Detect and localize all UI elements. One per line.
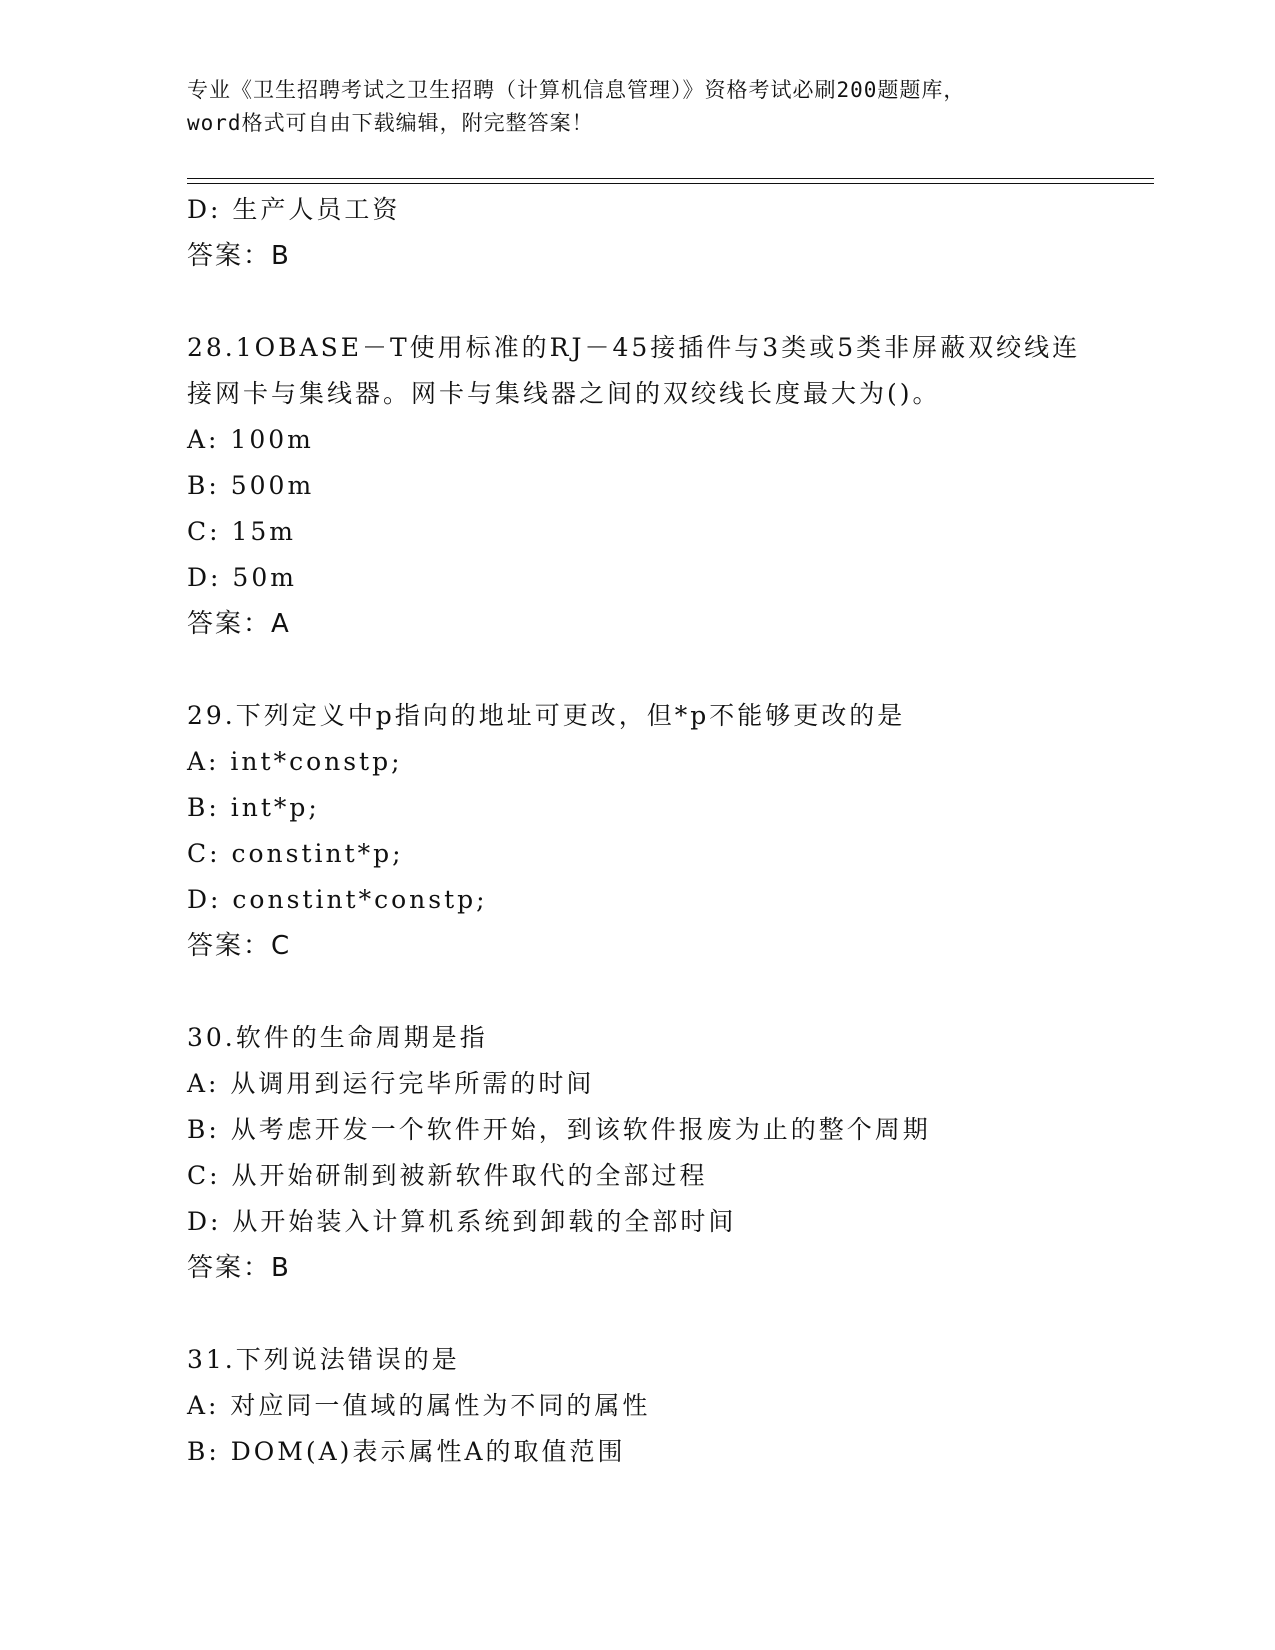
answer: 答案：A — [187, 609, 291, 639]
question-content — [187, 187, 1137, 1475]
option-b: B: DOM(A)表示属性A的取值范围 — [187, 1437, 626, 1466]
option-d: D: 从开始装入计算机系统到卸载的全部时间 — [187, 1207, 737, 1236]
question-stem: 30.软件的生命周期是指 — [187, 1023, 488, 1052]
header-rule-bottom — [187, 183, 1154, 184]
prev-answer: 答案：B — [187, 241, 291, 271]
question-stem: 28.1OBASE－T使用标准的RJ－45接插件与3类或5类非屏蔽双绞线连 — [187, 333, 1081, 362]
option-c: C: 15m — [187, 517, 297, 546]
option-b: B: int*p; — [187, 793, 320, 822]
question-28 — [187, 325, 1137, 647]
option-d: D: constint*constp; — [187, 885, 488, 914]
question-29 — [187, 693, 1137, 969]
option-a: A: 100m — [187, 425, 314, 454]
option-c: C: constint*p; — [187, 839, 404, 868]
option-c: C: 从开始研制到被新软件取代的全部过程 — [187, 1161, 708, 1190]
prev-option-d: D: 生产人员工资 — [187, 195, 401, 224]
option-a: A: int*constp; — [187, 747, 403, 776]
answer: 答案：B — [187, 1253, 291, 1283]
option-a: A: 从调用到运行完毕所需的时间 — [187, 1069, 595, 1098]
question-stem: 31.下列说法错误的是 — [187, 1345, 460, 1374]
document-header — [187, 74, 1087, 140]
spacer — [187, 1291, 1137, 1337]
header-line-1: 专业《卫生招聘考试之卫生招聘（计算机信息管理）》资格考试必刷200题题库， — [187, 78, 966, 102]
spacer — [187, 969, 1137, 1015]
option-d: D: 50m — [187, 563, 297, 592]
spacer — [187, 279, 1137, 325]
option-a: A: 对应同一值域的属性为不同的属性 — [187, 1391, 651, 1420]
question-stem: 29.下列定义中p指向的地址可更改，但*p不能够更改的是 — [187, 701, 906, 730]
question-31 — [187, 1337, 1137, 1475]
option-b: B: 从考虑开发一个软件开始，到该软件报废为止的整个周期 — [187, 1115, 931, 1144]
header-rule-top — [187, 178, 1154, 179]
option-b: B: 500m — [187, 471, 315, 500]
answer: 答案：C — [187, 931, 292, 961]
spacer — [187, 647, 1137, 693]
header-line-2: word格式可自由下载编辑，附完整答案！ — [187, 111, 594, 135]
question-30 — [187, 1015, 1137, 1291]
question-stem: 接网卡与集线器。网卡与集线器之间的双绞线长度最大为()。 — [187, 379, 941, 408]
